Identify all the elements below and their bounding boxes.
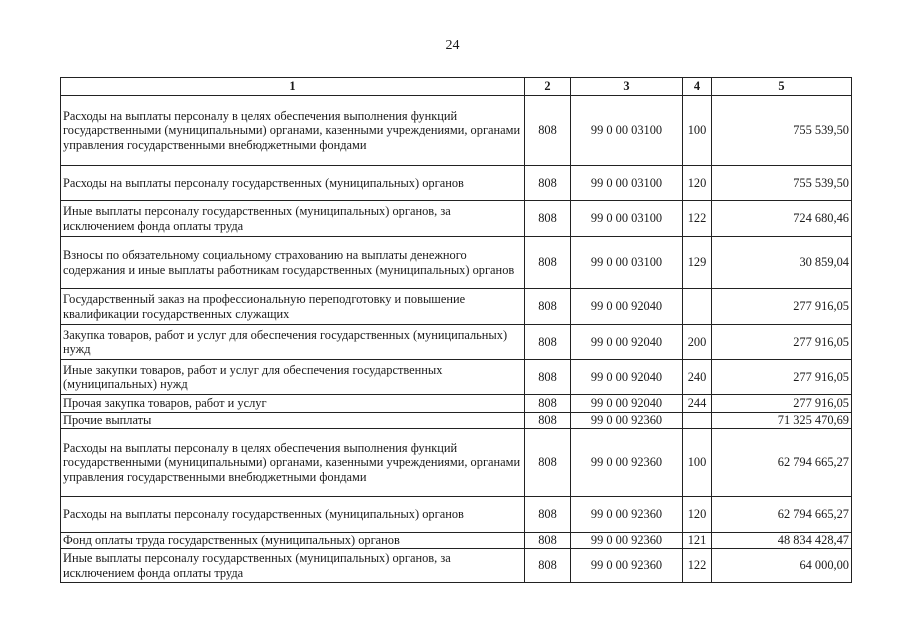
table-row — [61, 395, 852, 413]
row-sum: 48 834 428,47 — [712, 533, 852, 549]
row-vr: 121 — [683, 533, 712, 549]
row-vr — [683, 289, 712, 325]
row-ved: 808 — [525, 201, 571, 237]
row-ved: 808 — [525, 96, 571, 166]
row-vr: 120 — [683, 497, 712, 533]
row-csr: 99 0 00 03100 — [571, 96, 683, 166]
row-csr: 99 0 00 92360 — [571, 413, 683, 429]
table-row — [61, 201, 852, 237]
row-vr: 240 — [683, 360, 712, 395]
row-ved: 808 — [525, 395, 571, 413]
row-vr: 100 — [683, 429, 712, 497]
row-vr: 200 — [683, 325, 712, 360]
row-vr: 129 — [683, 237, 712, 289]
column-header-2: 2 — [525, 78, 571, 96]
row-vr: 122 — [683, 549, 712, 583]
row-sum: 64 000,00 — [712, 549, 852, 583]
table-row — [61, 429, 852, 497]
row-sum: 277 916,05 — [712, 360, 852, 395]
row-name: Иные выплаты персоналу государственных (муниципальных) органов, за исключением фонда оплаты труда — [61, 549, 525, 583]
table-row — [61, 497, 852, 533]
row-name: Государственный заказ на профессиональную переподготовку и повышение квалификации государственных служащих — [61, 289, 525, 325]
row-vr: 100 — [683, 96, 712, 166]
row-sum: 277 916,05 — [712, 395, 852, 413]
row-sum: 277 916,05 — [712, 325, 852, 360]
table-row — [61, 360, 852, 395]
table-row — [61, 413, 852, 429]
row-sum: 71 325 470,69 — [712, 413, 852, 429]
row-name: Расходы на выплаты персоналу государственных (муниципальных) органов — [61, 166, 525, 201]
row-csr: 99 0 00 92360 — [571, 533, 683, 549]
row-ved: 808 — [525, 497, 571, 533]
table-row — [61, 325, 852, 360]
column-header-1: 1 — [61, 78, 525, 96]
table-row — [61, 96, 852, 166]
row-vr: 244 — [683, 395, 712, 413]
row-csr: 99 0 00 92040 — [571, 325, 683, 360]
column-header-4: 4 — [683, 78, 712, 96]
row-csr: 99 0 00 92040 — [571, 360, 683, 395]
row-csr: 99 0 00 92360 — [571, 497, 683, 533]
table-row — [61, 289, 852, 325]
row-vr: 122 — [683, 201, 712, 237]
row-ved: 808 — [525, 533, 571, 549]
row-name: Расходы на выплаты персоналу в целях обеспечения выполнения функций государственными (муниципальными) органами, казенными учреждениями, органами управления государственными внебюджетными фондами — [61, 96, 525, 166]
column-header-5: 5 — [712, 78, 852, 96]
row-name: Иные выплаты персоналу государственных (муниципальных) органов, за исключением фонда оплаты труда — [61, 201, 525, 237]
row-sum: 724 680,46 — [712, 201, 852, 237]
row-sum: 62 794 665,27 — [712, 429, 852, 497]
row-csr: 99 0 00 92360 — [571, 429, 683, 497]
table-row — [61, 533, 852, 549]
row-sum: 277 916,05 — [712, 289, 852, 325]
row-name: Прочие выплаты — [61, 413, 525, 429]
row-csr: 99 0 00 92360 — [571, 549, 683, 583]
table-row — [61, 166, 852, 201]
row-csr: 99 0 00 03100 — [571, 201, 683, 237]
column-header-3: 3 — [571, 78, 683, 96]
row-ved: 808 — [525, 237, 571, 289]
row-name: Расходы на выплаты персоналу в целях обеспечения выполнения функций государственными (муниципальными) органами, казенными учреждениями, органами управления государственными внебюджетными фондами — [61, 429, 525, 497]
row-csr: 99 0 00 03100 — [571, 237, 683, 289]
row-vr: 120 — [683, 166, 712, 201]
row-ved: 808 — [525, 413, 571, 429]
row-name: Иные закупки товаров, работ и услуг для обеспечения государственных (муниципальных) нужд — [61, 360, 525, 395]
row-name: Закупка товаров, работ и услуг для обеспечения государственных (муниципальных) нужд — [61, 325, 525, 360]
budget-table — [60, 77, 852, 583]
row-sum: 755 539,50 — [712, 96, 852, 166]
row-ved: 808 — [525, 360, 571, 395]
row-ved: 808 — [525, 166, 571, 201]
row-sum: 755 539,50 — [712, 166, 852, 201]
row-name: Прочая закупка товаров, работ и услуг — [61, 395, 525, 413]
row-vr — [683, 413, 712, 429]
row-ved: 808 — [525, 289, 571, 325]
table-header-row — [61, 78, 852, 96]
table-row — [61, 237, 852, 289]
page-number: 24 — [445, 38, 460, 53]
row-name: Взносы по обязательному социальному страхованию на выплаты денежного содержания и иные выплаты работникам государственных (муниципальных) органов — [61, 237, 525, 289]
row-csr: 99 0 00 92040 — [571, 289, 683, 325]
row-ved: 808 — [525, 429, 571, 497]
row-csr: 99 0 00 03100 — [571, 166, 683, 201]
row-sum: 30 859,04 — [712, 237, 852, 289]
row-ved: 808 — [525, 549, 571, 583]
row-csr: 99 0 00 92040 — [571, 395, 683, 413]
row-name: Расходы на выплаты персоналу государственных (муниципальных) органов — [61, 497, 525, 533]
table-row — [61, 549, 852, 583]
row-name: Фонд оплаты труда государственных (муниципальных) органов — [61, 533, 525, 549]
row-sum: 62 794 665,27 — [712, 497, 852, 533]
row-ved: 808 — [525, 325, 571, 360]
